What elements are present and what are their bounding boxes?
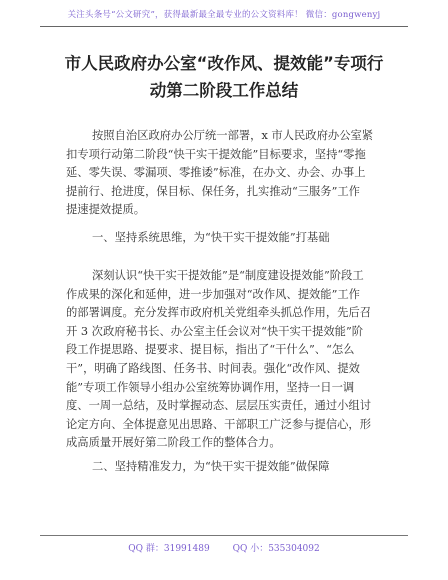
paragraph-line: 段工作提思路、提要求、提目标，指出了“干什么”、“怎么 bbox=[66, 343, 355, 357]
paragraph-line: 按照自治区政府办公厅统一部署，x 市人民政府办公室紧 bbox=[92, 129, 374, 142]
paragraph-line: 提速提效提质。 bbox=[66, 203, 146, 217]
paragraph-1 bbox=[66, 127, 412, 220]
paragraph-line: 扣专项行动第二阶段“快干实干提效能”目标要求，坚持“零拖 bbox=[66, 147, 366, 161]
title-line-1: 市人民政府办公室“改作风、提效能”专项行 bbox=[64, 54, 384, 73]
paragraph-line: 提前行、抢进度，保目标、保任务，扎实推动“三服务”工作 bbox=[66, 184, 360, 198]
paragraph-2 bbox=[66, 267, 412, 453]
footer-qq-contact: QQ 小：535304092 bbox=[232, 544, 320, 554]
section-heading-2 bbox=[92, 458, 412, 477]
footer-divider bbox=[40, 535, 408, 536]
paragraph-line: 度、一周一总结，及时掌握动态、层层压实责任，通过小组讨 bbox=[66, 399, 372, 413]
paragraph-line: 论定方向、全体提意见出思路、干部职工广泛参与提信心，形 bbox=[66, 417, 372, 431]
header-promo-note: 关注头条号“公文研究”，获得最新最全最专业的公文资料库！ 微信：gongwenyj bbox=[67, 10, 381, 20]
paragraph-line: 作成果的深化和延伸，进一步加强对“改作风、提效能”工作 bbox=[66, 287, 360, 301]
section-heading-text: 二、坚持精准发力，为“快干实干提效能”做保障 bbox=[92, 460, 330, 473]
footer-qq-group: QQ 群：31991489 bbox=[128, 544, 210, 554]
header-divider bbox=[40, 26, 408, 27]
paragraph-line: 开 3 次政府秘书长、办公室主任会议对“快干实干提效能”阶 bbox=[66, 324, 364, 338]
title-line-2: 动第二阶段工作总结 bbox=[149, 81, 299, 100]
section-heading-1 bbox=[92, 229, 412, 248]
paragraph-line: 的部署调度。充分发挥市政府机关党组牵头抓总作用，先后召 bbox=[66, 306, 372, 320]
footer-contact bbox=[0, 541, 448, 554]
document-title bbox=[48, 50, 400, 104]
paragraph-line: 能”专项工作领导小组办公室统筹协调作用，坚持一日一调 bbox=[66, 380, 355, 394]
paragraph-line: 深刻认识“快干实干提效能”是“制度建设提效能”阶段工 bbox=[92, 269, 364, 282]
paragraph-line: 延、零失误、零漏项、零推诿”标准，在办文、办会、办事上 bbox=[66, 166, 366, 180]
section-heading-text: 一、坚持系统思维，为“快干实干提效能”打基础 bbox=[92, 231, 330, 244]
paragraph-line: 干”，明确了路线图、任务书、时间表。强化“改作风、提效 bbox=[66, 361, 360, 375]
paragraph-line: 成高质量开展好第二阶段工作的整体合力。 bbox=[66, 436, 281, 450]
